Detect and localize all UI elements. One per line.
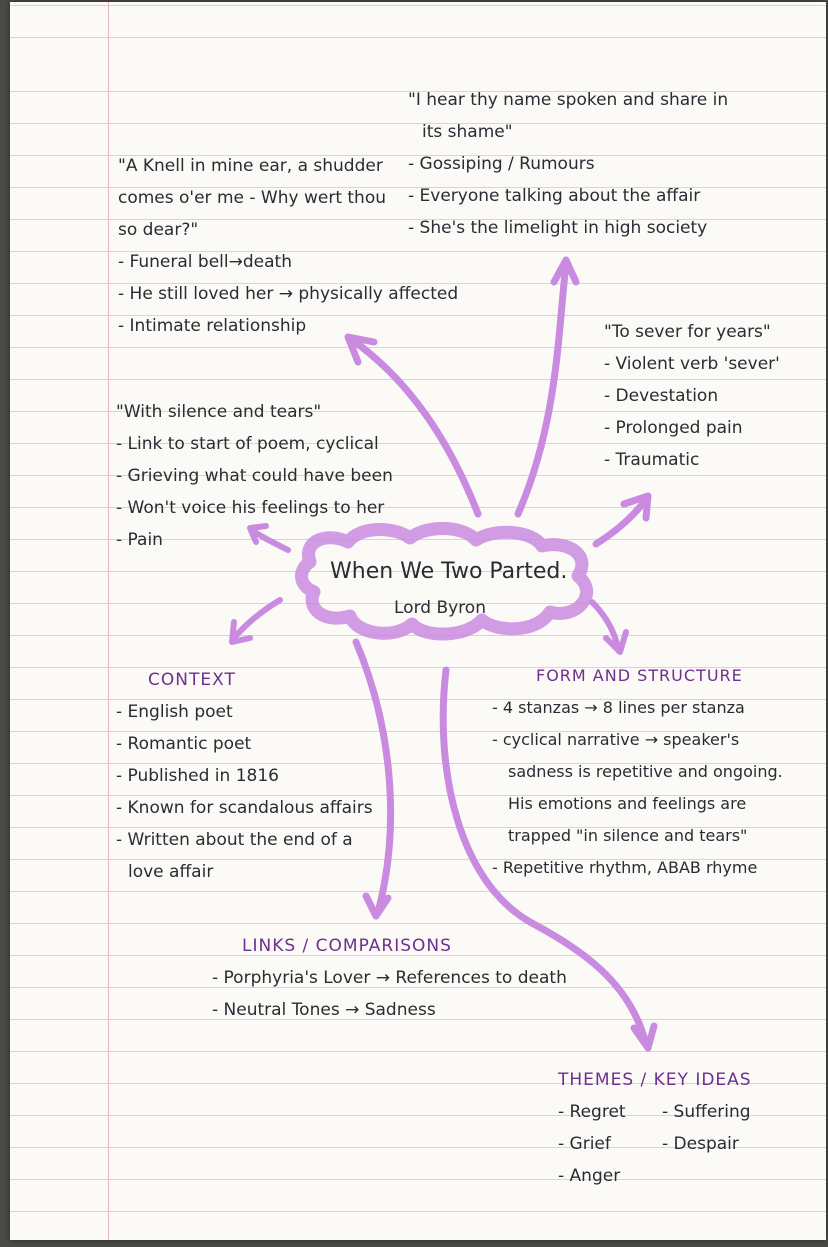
silence-quote-section <box>116 396 393 556</box>
sever-quote-section <box>604 316 780 476</box>
themes-columns <box>558 1096 752 1192</box>
links-point: - Porphyria's Lover → References to death <box>212 968 567 988</box>
silence-point: - Pain <box>116 530 163 550</box>
knell-point: - Intimate relationship <box>118 316 307 336</box>
shame-point: - Gossiping / Rumours <box>408 154 595 174</box>
sever-point: - Violent verb 'sever' <box>604 354 780 374</box>
shame-quote-line: "I hear thy name spoken and share in <box>408 90 729 110</box>
form-point: - Repetitive rhythm, ABAB rhyme <box>492 858 758 877</box>
context-point: love affair <box>128 862 214 882</box>
arrow-to-context <box>234 600 280 638</box>
silence-point: - Grieving what could have been <box>116 466 393 486</box>
context-heading: CONTEXT <box>148 670 236 690</box>
themes-section <box>558 1064 752 1192</box>
sever-point: - Devestation <box>604 386 719 406</box>
silence-point: - Link to start of poem, cyclical <box>116 434 379 454</box>
shame-point: - She's the limelight in high society <box>408 218 708 238</box>
sever-quote-heading: "To sever for years" <box>604 322 771 342</box>
knell-point: - Funeral bell→death <box>118 252 292 272</box>
context-point: - English poet <box>116 702 233 722</box>
theme-item: - Despair <box>662 1134 739 1154</box>
sever-point: - Prolonged pain <box>604 418 743 438</box>
form-point: His emotions and feelings are <box>508 794 747 813</box>
links-heading: LINKS / COMPARISONS <box>242 936 452 956</box>
poem-title: When We Two Parted. <box>330 559 568 584</box>
context-point: - Written about the end of a <box>116 830 353 850</box>
theme-item: - Grief <box>558 1134 611 1154</box>
poem-author: Lord Byron <box>394 598 486 618</box>
themes-left-column <box>558 1096 662 1192</box>
theme-item: - Anger <box>558 1166 621 1186</box>
themes-right-column <box>662 1096 751 1192</box>
shame-quote-section <box>408 84 728 244</box>
form-heading: FORM AND STRUCTURE <box>536 666 743 685</box>
context-point: - Published in 1816 <box>116 766 279 786</box>
theme-item: - Regret <box>558 1102 626 1122</box>
form-point: - cyclical narrative → speaker's <box>492 730 740 749</box>
theme-item: - Suffering <box>662 1102 751 1122</box>
arrow-to-sever <box>596 502 644 544</box>
knell-quote-line: "A Knell in mine ear, a shudder <box>118 156 383 176</box>
context-section <box>116 664 373 888</box>
form-section <box>492 660 783 884</box>
links-point: - Neutral Tones → Sadness <box>212 1000 436 1020</box>
context-point: - Known for scandalous affairs <box>116 798 373 818</box>
knell-quote-line: comes o'er me - Why wert thou <box>118 188 386 208</box>
sever-point: - Traumatic <box>604 450 700 470</box>
links-section <box>212 930 567 1026</box>
silence-point: - Won't voice his feelings to her <box>116 498 385 518</box>
silence-quote-heading: "With silence and tears" <box>116 402 322 422</box>
arrow-to-shame <box>518 264 566 514</box>
knell-point: - He still loved her → physically affected <box>118 284 459 304</box>
themes-heading: THEMES / KEY IDEAS <box>558 1070 752 1090</box>
notebook-page <box>10 2 826 1240</box>
knell-quote-line: so dear?" <box>118 220 199 240</box>
context-point: - Romantic poet <box>116 734 252 754</box>
shame-quote-line: its shame" <box>422 122 513 142</box>
shame-point: - Everyone talking about the affair <box>408 186 701 206</box>
form-point: - 4 stanzas → 8 lines per stanza <box>492 698 745 717</box>
form-point: trapped "in silence and tears" <box>508 826 748 845</box>
form-point: sadness is repetitive and ongoing. <box>508 762 783 781</box>
